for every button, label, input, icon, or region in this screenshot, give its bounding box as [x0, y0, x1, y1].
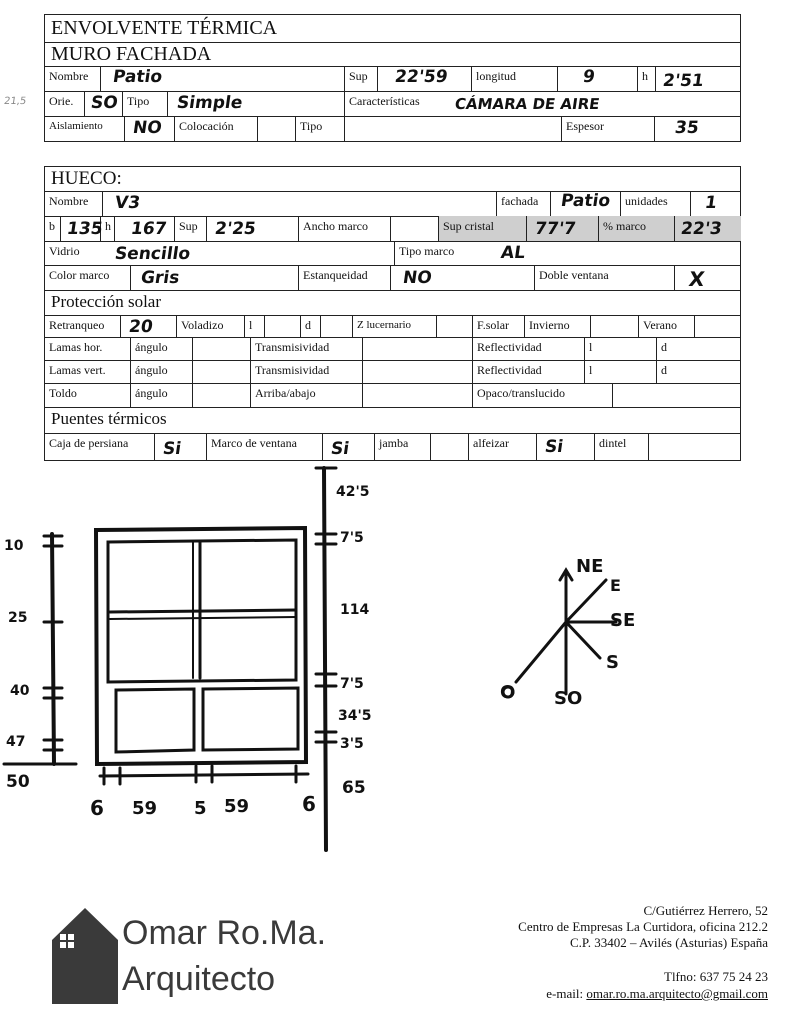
label-marco-ventana: Marco de ventana — [207, 433, 323, 461]
dim-right-114: 114 — [340, 602, 370, 618]
margin-note: 21,5 — [3, 96, 28, 107]
compass-s: S — [606, 652, 619, 673]
dim-bottom-6-right: 6 — [302, 792, 316, 816]
compass-se: SE — [610, 610, 636, 631]
label-d-2: d — [661, 363, 667, 377]
label-arriba-abajo: Arriba/abajo — [251, 383, 363, 407]
label-hueco-h: h — [101, 216, 115, 241]
label-espesor: Espesor — [562, 116, 655, 142]
label-ancho-marco: Ancho marco — [299, 216, 391, 241]
hw-estanqueidad: NO — [401, 268, 434, 288]
label-hueco-sup: Sup — [175, 216, 207, 241]
label-toldo: Toldo — [45, 383, 131, 407]
dim-left-50: 50 — [6, 772, 30, 792]
compass-o: O — [500, 682, 516, 703]
label-nombre: Nombre — [45, 66, 101, 91]
label-transmisividad-1: Transmisividad — [251, 337, 363, 360]
label-unidades: unidades — [621, 191, 691, 216]
hw-h: 2'51 — [661, 71, 706, 91]
value-angulo-2-cell[interactable] — [193, 360, 251, 383]
label-d-1: d — [661, 340, 667, 354]
hw-vidrio: Sencillo — [113, 244, 192, 264]
value-jamba-cell[interactable] — [431, 433, 469, 461]
label-retranqueo: Retranqueo — [45, 315, 121, 337]
label-sup: Sup — [345, 66, 378, 91]
value-longitud-cell[interactable] — [558, 66, 638, 91]
address-block — [518, 903, 768, 951]
label-angulo-2: ángulo — [131, 360, 193, 383]
hw-nombre: Patio — [111, 67, 164, 87]
phone: Tlfno: 637 75 24 23 — [664, 969, 768, 984]
address-center: Centro de Empresas La Curtidora, oficina 212.2 — [518, 919, 768, 934]
hw-tipo: Simple — [175, 93, 244, 113]
label-l-1: l — [585, 337, 657, 360]
dim-bottom-5: 5 — [194, 798, 207, 819]
dim-right-65: 65 — [342, 778, 366, 798]
label-b: b — [45, 216, 61, 241]
hw-caja-persiana: Si — [161, 439, 183, 459]
label-l-2: l — [585, 360, 657, 383]
value-ancho-marco-cell[interactable] — [391, 216, 439, 241]
label-fsolar: F.solar — [473, 315, 525, 337]
value-d-cell[interactable] — [321, 315, 353, 337]
label-l: l — [245, 315, 265, 337]
label-tipo2: Tipo — [296, 116, 345, 142]
hw-aislamiento: NO — [131, 118, 164, 138]
label-hueco-nombre: Nombre — [45, 191, 103, 216]
label-pct-marco: % marco — [599, 216, 675, 241]
dim-right-42-5: 42'5 — [336, 484, 370, 500]
value-angulo-3-cell[interactable] — [193, 383, 251, 407]
compass-ne: NE — [576, 556, 604, 577]
muro-fachada-form — [44, 14, 741, 142]
hw-marco-ventana: Si — [329, 439, 351, 459]
house-logo-icon — [52, 908, 118, 1004]
value-colocacion-cell[interactable] — [258, 116, 296, 142]
email-link[interactable]: omar.ro.ma.arquitecto@gmail.com — [586, 986, 768, 1001]
email-line — [546, 986, 768, 1002]
label-dintel: dintel — [595, 433, 649, 461]
hw-alfeizar: Si — [543, 437, 565, 457]
label-lamas-hor: Lamas hor. — [45, 337, 131, 360]
hw-hueco-nombre: V3 — [113, 193, 142, 213]
compass-e: E — [610, 576, 621, 595]
dim-left-10: 10 — [4, 538, 24, 554]
label-orie: Orie. — [45, 91, 85, 116]
label-voladizo: Voladizo — [177, 315, 245, 337]
form-title-muro: MURO FACHADA — [51, 43, 212, 65]
email-label: e-mail: — [546, 986, 587, 1001]
label-d: d — [301, 315, 321, 337]
window-sketch — [0, 462, 802, 882]
logo-name: Omar Ro.Ma. — [122, 914, 327, 952]
dim-bottom-59-left: 59 — [132, 798, 158, 819]
value-transmisividad-2-cell[interactable] — [363, 360, 473, 383]
address-city: C.P. 33402 – Avilés (Asturias) España — [570, 935, 768, 950]
value-transmisividad-1-cell[interactable] — [363, 337, 473, 360]
hw-pct-marco: 22'3 — [679, 219, 724, 239]
label-lamas-vert: Lamas vert. — [45, 360, 131, 383]
hw-hueco-h: 167 — [129, 219, 168, 239]
label-transmisividad-2: Transmisividad — [251, 360, 363, 383]
value-tipo2-cell[interactable] — [345, 116, 562, 142]
hw-caracteristicas: CÁMARA DE AIRE — [453, 95, 601, 113]
hw-fachada: Patio — [559, 191, 612, 211]
dim-left-25: 25 — [8, 610, 28, 626]
hw-retranqueo: 20 — [127, 317, 155, 337]
label-invierno: Invierno — [525, 315, 591, 337]
dim-right-7-5-top: 7'5 — [340, 530, 364, 546]
hw-longitud: 9 — [581, 67, 597, 87]
address-street: C/Gutiérrez Herrero, 52 — [643, 903, 768, 918]
label-color-marco: Color marco — [45, 265, 131, 290]
label-doble-ventana: Doble ventana — [535, 265, 675, 290]
hw-unidades: 1 — [703, 193, 719, 213]
value-hueco-nombre-cell[interactable] — [103, 191, 497, 216]
value-angulo-1-cell[interactable] — [193, 337, 251, 360]
label-h: h — [638, 66, 656, 91]
value-invierno-cell[interactable] — [591, 315, 639, 337]
label-angulo-3: ángulo — [131, 383, 193, 407]
label-tipo-marco: Tipo marco — [399, 244, 455, 258]
label-verano: Verano — [639, 315, 695, 337]
label-reflectividad-2: Reflectividad — [473, 360, 585, 383]
label-estanqueidad: Estanqueidad — [299, 265, 391, 290]
section-proteccion-solar: Protección solar — [51, 292, 161, 311]
label-vidrio: Vidrio — [49, 244, 80, 258]
label-fachada: fachada — [497, 191, 551, 216]
compass-so: SO — [554, 688, 583, 709]
label-sup-cristal: Sup cristal — [439, 216, 527, 241]
label-angulo-1: ángulo — [131, 337, 193, 360]
hw-b: 135 — [65, 219, 104, 239]
dim-right-34-5: 34'5 — [338, 708, 372, 724]
label-opaco: Opaco/translucido — [473, 383, 613, 407]
section-puentes-termicos: Puentes térmicos — [51, 409, 167, 428]
hw-doble-ventana: X — [687, 267, 707, 291]
label-z-lucernario: Z lucernario — [353, 315, 437, 337]
hw-sup-cristal: 77'7 — [533, 219, 578, 239]
dim-bottom-59-right: 59 — [224, 796, 250, 817]
label-caja-persiana: Caja de persiana — [45, 433, 155, 461]
dim-left-47: 47 — [6, 734, 26, 750]
label-longitud: longitud — [472, 66, 558, 91]
label-colocacion: Colocación — [175, 116, 258, 142]
hueco-form — [44, 166, 741, 461]
form-title-envolvente: ENVOLVENTE TÉRMICA — [51, 17, 278, 39]
label-caracteristicas: Características — [349, 94, 420, 108]
hw-color-marco: Gris — [139, 268, 181, 288]
form-title-hueco: HUECO: — [51, 168, 122, 189]
dim-right-3-5: 3'5 — [340, 736, 364, 752]
label-tipo: Tipo — [123, 91, 168, 116]
dim-bottom-6-left: 6 — [90, 796, 104, 820]
dim-right-7-5-mid: 7'5 — [340, 676, 364, 692]
hw-orie: SO — [89, 93, 120, 113]
value-arriba-abajo-cell[interactable] — [363, 383, 473, 407]
hw-sup: 22'59 — [393, 67, 449, 87]
logo-profession: Arquitecto — [122, 960, 276, 998]
dim-left-40: 40 — [10, 683, 30, 699]
label-alfeizar: alfeizar — [469, 433, 537, 461]
label-aislamiento: Aislamiento — [45, 116, 125, 142]
hw-tipo-marco: AL — [499, 243, 527, 263]
hw-hueco-sup: 2'25 — [213, 219, 258, 239]
label-reflectividad-1: Reflectividad — [473, 337, 585, 360]
hw-espesor: 35 — [673, 118, 701, 138]
value-l-cell[interactable] — [265, 315, 301, 337]
value-z-lucernario-cell[interactable] — [437, 315, 473, 337]
label-jamba: jamba — [375, 433, 431, 461]
